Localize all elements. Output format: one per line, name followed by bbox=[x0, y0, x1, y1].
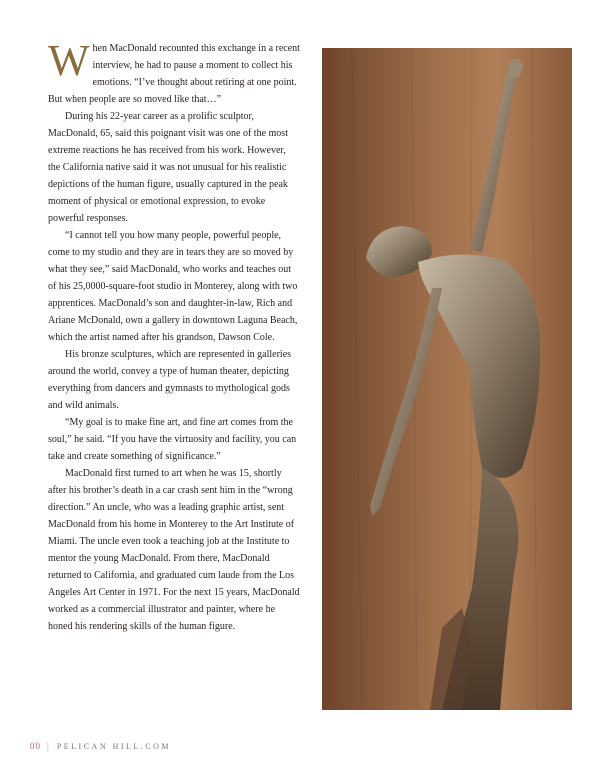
article-paragraph: His bronze sculptures, which are represented in galleries around the world, convey a type of human theater, depicting everything from dancers and gymnasts to mythological gods and wild animals. bbox=[48, 349, 292, 411]
article-body bbox=[48, 36, 300, 635]
footer-separator: | bbox=[47, 741, 51, 751]
article-paragraph: MacDonald first turned to art when he was 15, shortly after his brother’s death in a car crash sent him in the “wrong direction.” An uncle, who was a leading graphic artist, sent MacDonald from his home in Monterey to the Art Institute of Miami. The uncle even took a teaching job at the Institute to mentor the young MacDonald. From there, MacDonald returned to California, and graduated cum laude from the Los Angeles Art Center in 1971. For the next 15 years, MacDonald worked as a commercial illustrator and painter, where he honed his rendering skills of the human figure. bbox=[48, 468, 300, 632]
page-footer bbox=[30, 741, 171, 751]
drop-cap: W bbox=[48, 36, 90, 85]
sculpture-photo bbox=[322, 48, 572, 710]
article-paragraph: “I cannot tell you how many people, powerful people, come to my studio and they are in tears they are so moved by what they see,” said MacDonald, who works and teaches out of his 25,0000-square-foot studio in Monterey, along with two apprentices. MacDonald’s son and daughter-in-law, Rich and Ariane McDonald, own a gallery in downtown Laguna Beach, which the artist named after his grandson, Dawson Cole. bbox=[48, 230, 298, 343]
bronze-figure-sculpture-image bbox=[322, 48, 572, 710]
article-paragraph: “My goal is to make fine art, and fine art comes from the soul,” he said. “If you have the virtuosity and facility, you can take and create something of significance.” bbox=[48, 417, 297, 462]
article-paragraph: During his 22-year career as a prolific sculptor, MacDonald, 65, said this poignant visit was one of the most extreme reactions he has received from his work. However, the California native said it was not unusual for his realistic depictions of the human figure, usually captured in the peak moment of physical or emotional expression, to evoke powerful responses. bbox=[48, 111, 288, 224]
article-paragraph: When MacDonald recounted this exchange in a recent interview, he had to pause a moment to collect his emotions. “I’ve thought about retiring at one point. But when people are so moved like that…” bbox=[48, 36, 300, 105]
page-number: 00 bbox=[30, 741, 41, 751]
publication-name: PELICAN HILL.COM bbox=[56, 741, 172, 751]
